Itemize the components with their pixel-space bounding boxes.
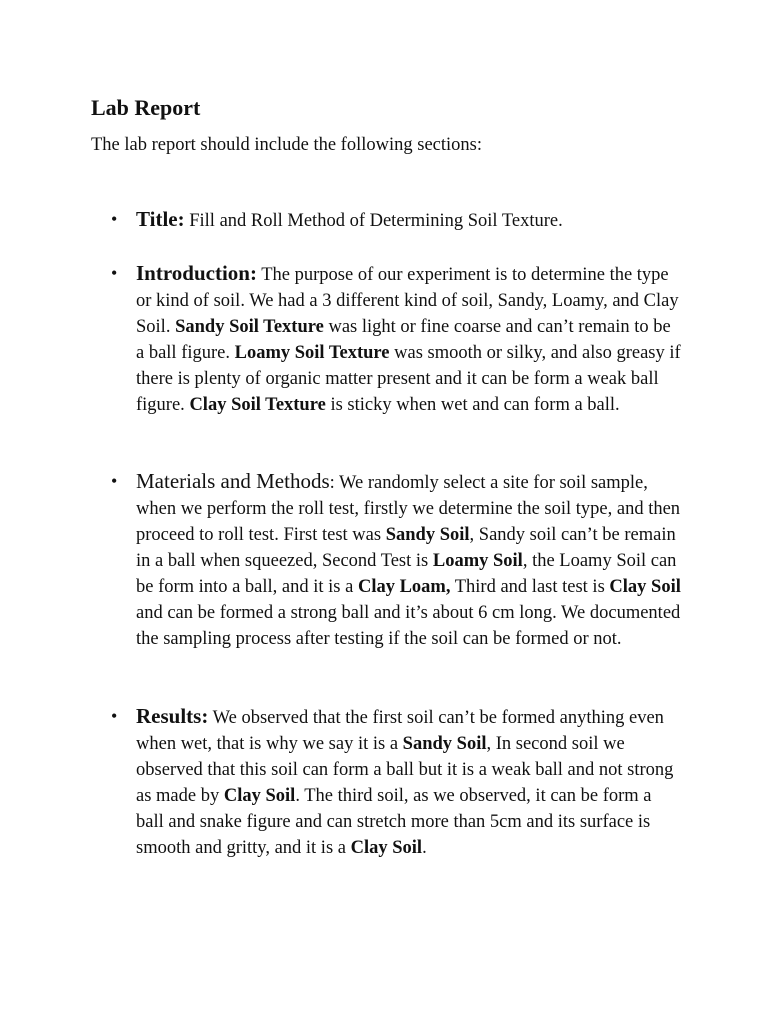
section-text: . The third soil, as we observed, it can be form a ball and snake figure and can stretch more than 5cm and its surface is smooth and gritty, and it is a (136, 786, 652, 858)
bold-term: Loamy Soil Texture (234, 343, 390, 363)
bold-term: Clay Soil (350, 838, 423, 858)
bullet-icon: • (111, 263, 118, 283)
bold-term: Clay Loam, (357, 577, 451, 597)
section-heading-colon: : (329, 473, 335, 493)
section-text: was light or fine coarse and can’t remain to be a ball figure. (136, 317, 671, 363)
document-title: Lab Report (91, 95, 201, 120)
section-heading-title: Title: (136, 207, 185, 231)
section-text: We observed that the first soil can’t be formed anything even when wet, that is why we say it is a (136, 708, 664, 754)
section-text: , In second soil we observed that this soil can form a ball but it is a weak ball and not strong as made by (136, 734, 674, 806)
bullet-icon: • (111, 209, 118, 229)
section-text: is sticky when wet and can form a ball. (325, 395, 620, 415)
bold-term: Loamy Soil (432, 551, 523, 571)
section-text: Third and last test is (450, 577, 610, 597)
section-text: and can be formed a strong ball and it’s about 6 cm long. We documented the sampling process after testing if the soil can be formed or not. (136, 603, 681, 649)
document-subtitle: The lab report should include the following sections: (91, 135, 482, 155)
bullet-icon: • (111, 706, 118, 726)
bullet-icon: • (111, 471, 118, 491)
bold-term: Clay Soil (609, 577, 681, 597)
bold-term: Clay Soil (223, 786, 296, 806)
bold-term: Sandy Soil (402, 734, 487, 754)
section-text: was smooth or silky, and also greasy if there is plenty of organic matter present and it can be form a weak ball figure. (136, 343, 681, 415)
section-materials-and-methods (111, 468, 681, 652)
section-heading-introduction: Introduction: (136, 261, 257, 285)
section-text: . (422, 838, 427, 858)
section-text: , the Loamy Soil can be form into a ball, and it is a (136, 551, 677, 597)
section-text: We randomly select a site for soil sample, when we perform the roll test, firstly we determine the soil type, and then proceed to roll test. First test was (136, 473, 681, 545)
bold-term: Sandy Soil Texture (175, 317, 324, 337)
bold-term: Sandy Soil (385, 525, 470, 545)
section-text: , Sandy soil can’t be remain in a ball when squeezed, Second Test is (136, 525, 676, 571)
section-introduction (111, 260, 681, 418)
section-results (111, 703, 681, 861)
section-text: The purpose of our experiment is to determine the type or kind of soil. We had a 3 different kind of soil, Sandy, Loamy, and Clay Soil. (136, 265, 679, 337)
section-heading-results: Results: (136, 704, 209, 728)
section-heading-materials-and-methods: Materials and Methods (136, 469, 330, 493)
section-text: Fill and Roll Method of Determining Soil Texture. (184, 211, 563, 231)
section-title (111, 206, 681, 234)
bold-term: Clay Soil Texture (189, 395, 326, 415)
